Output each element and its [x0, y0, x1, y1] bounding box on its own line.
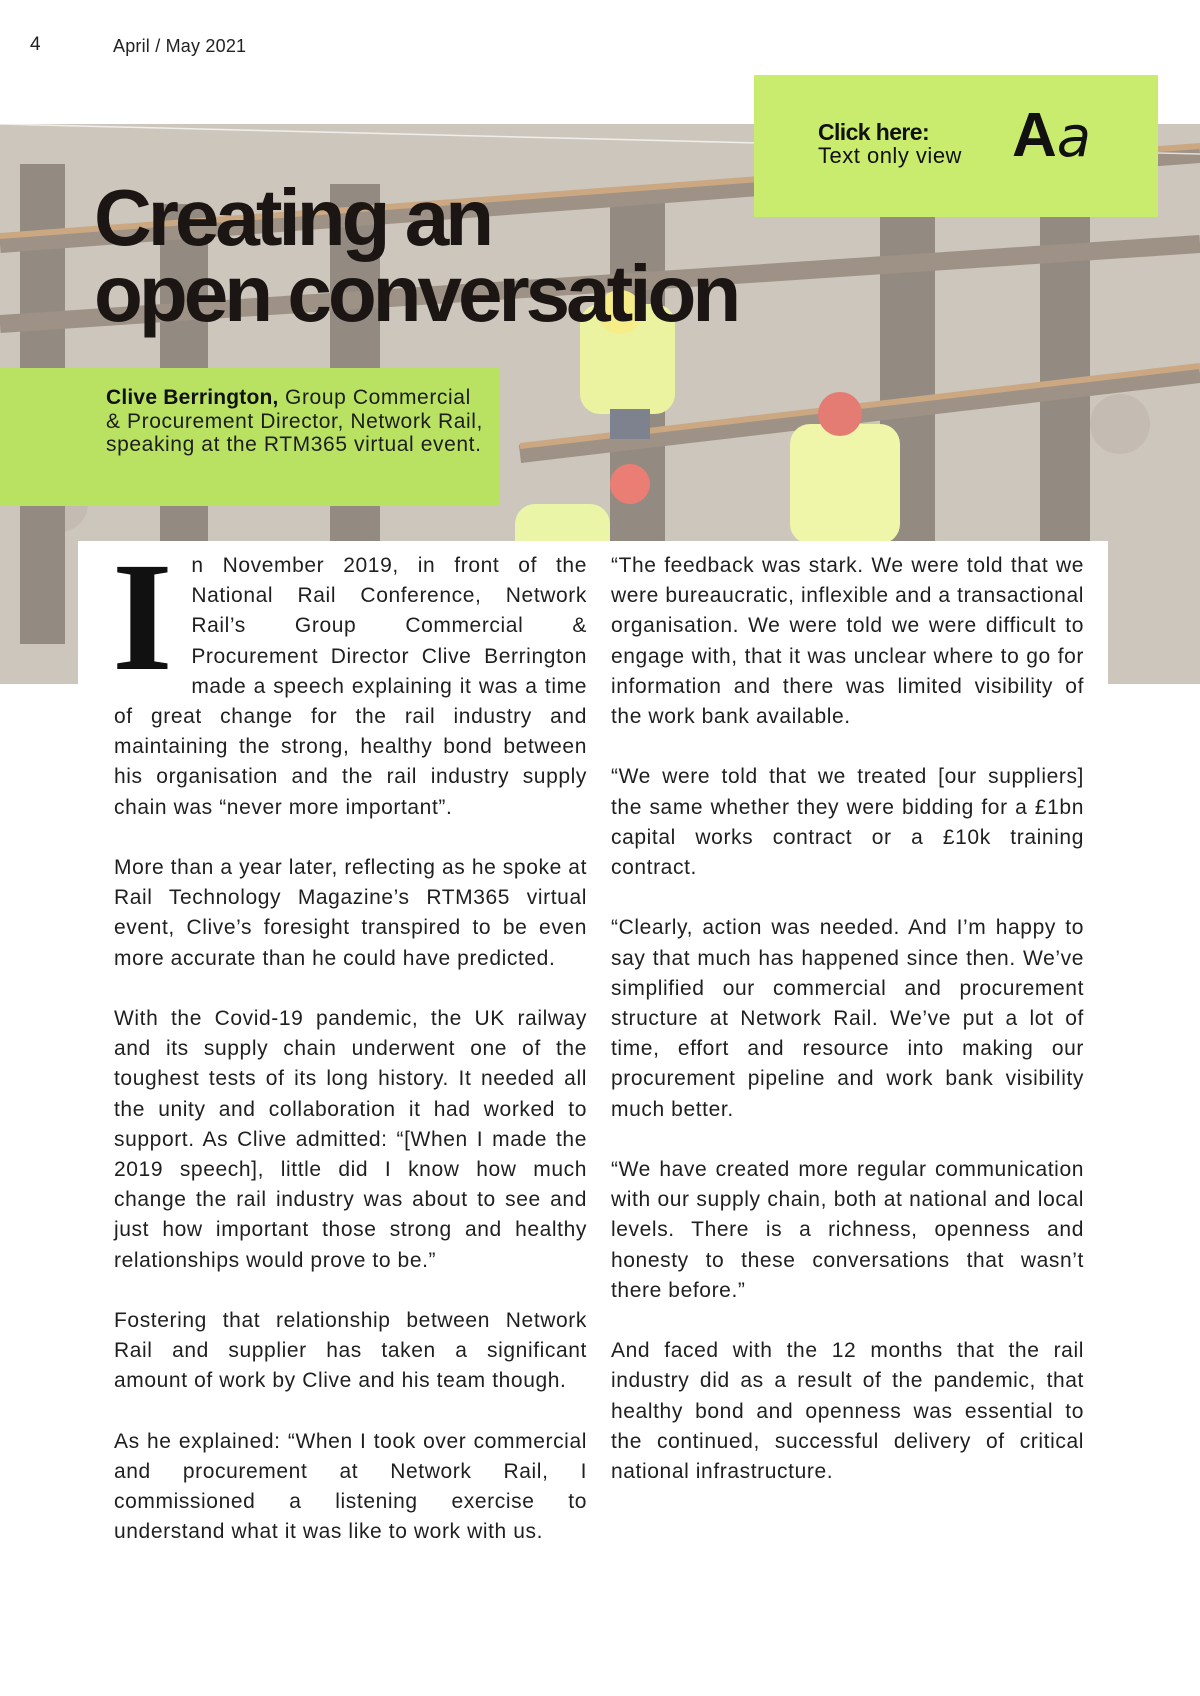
text-only-sub-label: Text only view	[818, 143, 962, 168]
article-column-right	[611, 551, 1084, 1517]
article-paragraph: “We have created more regular communication with our supply chain, both at national and local levels. There is a richness, openness and honesty to these conversations that wasn’t there before.”	[611, 1158, 1084, 1302]
byline-name: Clive Berrington,	[106, 386, 279, 409]
text-size-icon-small: a	[1056, 105, 1092, 170]
article-paragraph: And faced with the 12 months that the rail industry did as a result of the pandemic, that healthy bond and openness was essential to the continued, successful delivery of critical national infrastructure.	[611, 1339, 1084, 1484]
article-body	[78, 530, 1108, 1601]
article-paragraph-text: n November 2019, in front of the National Rail Conference, Network Rail’s Group Commercial & Procurement Director Clive Berrington made a speech explaining it was a time of great change for the rail industry and maintaining the strong, healthy bond between his organisation and the rail industry supply chain was “never more important”.	[114, 554, 587, 819]
article-paragraph: With the Covid-19 pandemic, the UK railway and its supply chain underwent one of the toughest tests of its long history. It needed all the unity and collaboration it had worked to support. As Clive admitted: “[When I made the 2019 speech], little did I know how much change the rail industry was about to see and just how important those strong and healthy relationships would prove to be.”	[114, 1007, 587, 1272]
article-paragraph: More than a year later, reflecting as he spoke at Rail Technology Magazine’s RTM365 virtual event, Clive’s foresight transpired to be even more accurate than he could have predicted.	[114, 856, 587, 970]
article-paragraph: “Clearly, action was needed. And I’m happy to say that much has happened since then. We’ve simplified our commercial and procurement structure at Network Rail. We’ve put a lot of time, effort and resource into making our procurement pipeline and work bank visibility much better.	[611, 916, 1084, 1121]
byline-box	[0, 368, 500, 506]
byline-role: Group Commercial & Procurement Director, Network Rail, speaking at the RTM365 virtual event.	[106, 386, 483, 456]
drop-cap: I	[112, 530, 174, 703]
text-only-click-label: Click here:	[818, 119, 930, 145]
byline	[106, 386, 486, 457]
headline-line-1: Creating an	[94, 173, 491, 262]
article-paragraph	[112, 530, 587, 823]
text-size-icon-big: A	[1012, 101, 1057, 170]
article-paragraph: “We were told that we treated [our suppliers] the same whether they were bidding for a £1bn capital works contract or a £10k training contract.	[611, 765, 1084, 880]
issue-date: April / May 2021	[113, 36, 247, 56]
article-column-left	[112, 530, 587, 1578]
text-only-view-button[interactable]	[754, 75, 1158, 217]
article-paragraph: Fostering that relationship between Network Rail and supplier has taken a significant amount of work by Clive and his team though.	[114, 1309, 587, 1393]
headline	[94, 173, 794, 338]
article-paragraph: As he explained: “When I took over commercial and procurement at Network Rail, I commissioned a listening exercise to understand what it was like to work with us.	[114, 1429, 587, 1544]
article-paragraph: “The feedback was stark. We were told that we were bureaucratic, inflexible and a transactional organisation. We were told we were difficult to engage with, that it was unclear where to go for information and there was limited visibility of the work bank available.	[611, 554, 1084, 729]
page-number: 4	[30, 34, 41, 55]
headline-line-2: open conversation	[94, 249, 738, 338]
text-size-icon	[1012, 101, 1092, 170]
